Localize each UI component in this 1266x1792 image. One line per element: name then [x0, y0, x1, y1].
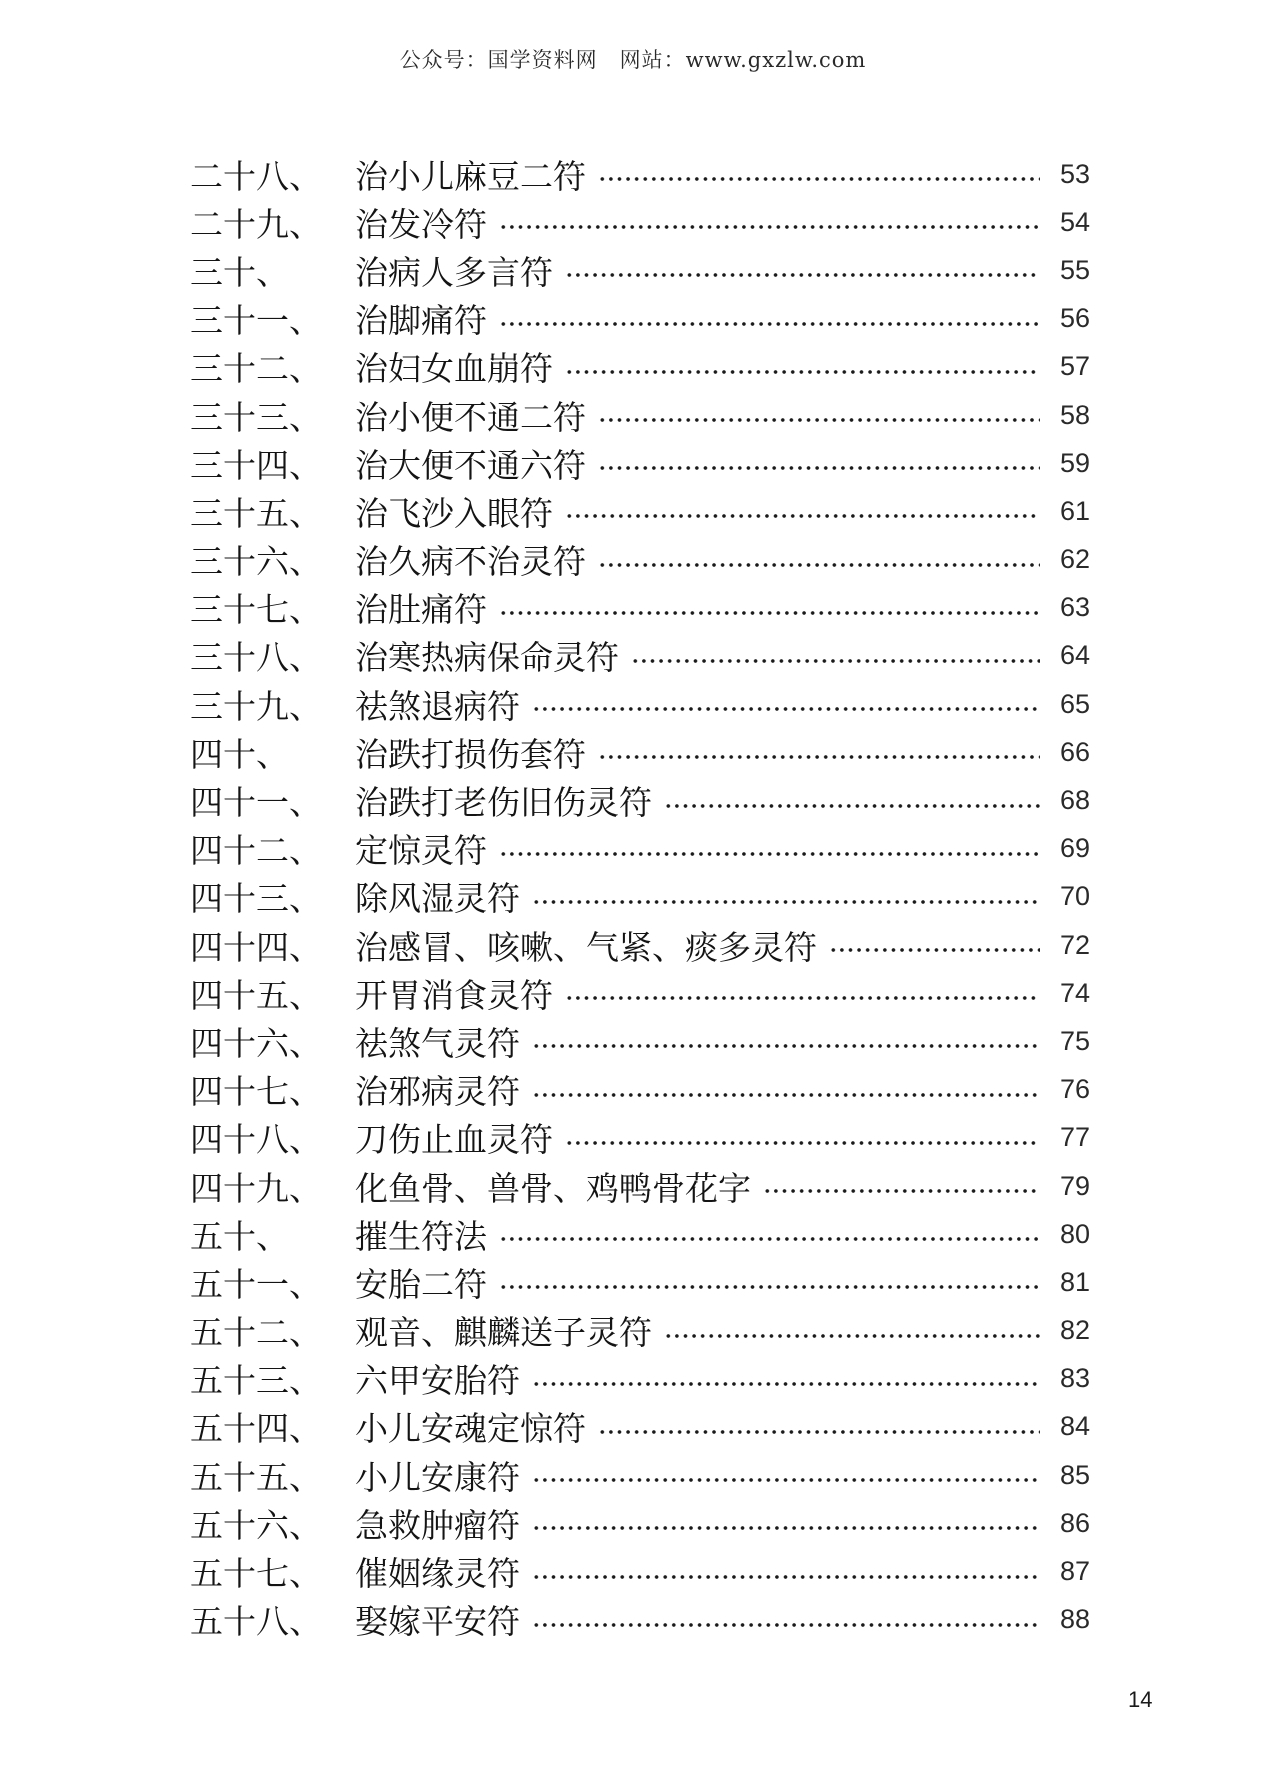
toc-entry-number: 二十九、	[190, 204, 322, 244]
dot-leader	[532, 899, 1040, 905]
toc-entry-number: 三十五、	[190, 493, 322, 533]
toc-entry-page: 63	[1059, 592, 1090, 623]
toc-entry	[190, 1114, 1090, 1162]
toc-entry-number: 三十七、	[190, 590, 322, 630]
page-header: 公众号：国学资料网 网站：www.gxzlw.com	[399, 48, 867, 72]
dot-leader	[565, 1140, 1040, 1146]
toc-entry-title: 祛煞气灵符	[355, 1023, 520, 1063]
toc-entry-number: 四十七、	[190, 1072, 322, 1112]
toc-entry	[190, 1596, 1090, 1644]
toc-entry-title: 治小儿麻豆二符	[355, 156, 586, 196]
toc-entry-title: 治久病不治灵符	[355, 542, 586, 582]
toc-entry-title: 化鱼骨、兽骨、鸡鸭骨花字	[355, 1168, 751, 1208]
toc-entry-page: 66	[1059, 736, 1090, 767]
dot-leader	[532, 1043, 1040, 1049]
toc-entry-number: 四十六、	[190, 1023, 322, 1063]
toc-entry-number: 四十三、	[190, 879, 322, 919]
toc-entry	[190, 873, 1090, 921]
toc-entry-title: 刀伤止血灵符	[355, 1120, 553, 1160]
toc-entry	[190, 776, 1090, 824]
table-of-contents	[190, 150, 1090, 1644]
dot-leader	[664, 803, 1040, 809]
toc-entry	[190, 632, 1090, 680]
toc-entry-number: 三十二、	[190, 349, 322, 389]
toc-entry-title: 治感冒、咳嗽、气紧、痰多灵符	[355, 927, 817, 967]
toc-entry-title: 娶嫁平安符	[355, 1602, 520, 1642]
toc-entry-page: 57	[1059, 351, 1090, 382]
dot-leader	[829, 947, 1040, 953]
dot-leader	[499, 321, 1040, 327]
toc-entry	[190, 1258, 1090, 1306]
toc-entry-number: 二十八、	[190, 156, 322, 196]
toc-entry-number: 三十八、	[190, 638, 322, 678]
toc-entry	[190, 1355, 1090, 1403]
toc-entry-title: 定惊灵符	[355, 831, 487, 871]
dot-leader	[565, 272, 1040, 278]
toc-entry	[190, 391, 1090, 439]
toc-entry-number: 五十一、	[190, 1264, 322, 1304]
toc-entry-title: 小儿安魂定惊符	[355, 1409, 586, 1449]
toc-entry-number: 五十八、	[190, 1602, 322, 1642]
toc-entry	[190, 1547, 1090, 1595]
toc-entry-number: 四十八、	[190, 1120, 322, 1160]
dot-leader	[532, 1092, 1040, 1098]
toc-entry-title: 治小便不通二符	[355, 397, 586, 437]
toc-entry-page: 69	[1059, 833, 1090, 864]
toc-entry-page: 82	[1059, 1315, 1090, 1346]
dot-leader	[598, 176, 1040, 182]
toc-entry-page: 74	[1059, 977, 1090, 1008]
dot-leader	[532, 1622, 1040, 1628]
toc-entry-number: 四十一、	[190, 783, 322, 823]
toc-entry-number: 五十四、	[190, 1409, 322, 1449]
toc-entry	[190, 1451, 1090, 1499]
toc-entry-page: 79	[1059, 1170, 1090, 1201]
dot-leader	[532, 706, 1040, 712]
toc-entry-page: 72	[1059, 929, 1090, 960]
toc-entry-page: 84	[1059, 1411, 1090, 1442]
toc-entry	[190, 1066, 1090, 1114]
toc-entry-number: 五十、	[190, 1216, 289, 1256]
dot-leader	[565, 513, 1040, 519]
toc-entry-number: 四十九、	[190, 1168, 322, 1208]
dot-leader	[631, 658, 1040, 664]
toc-entry	[190, 198, 1090, 246]
toc-entry	[190, 969, 1090, 1017]
toc-entry-title: 治跌打老伤旧伤灵符	[355, 783, 652, 823]
toc-entry-page: 88	[1059, 1604, 1090, 1635]
toc-entry-title: 治肚痛符	[355, 590, 487, 630]
toc-entry-number: 五十七、	[190, 1554, 322, 1594]
toc-entry-title: 除风湿灵符	[355, 879, 520, 919]
toc-entry-title: 摧生符法	[355, 1216, 487, 1256]
toc-entry-page: 87	[1059, 1556, 1090, 1587]
toc-entry-title: 治发冷符	[355, 204, 487, 244]
toc-entry	[190, 246, 1090, 294]
toc-entry-page: 62	[1059, 544, 1090, 575]
dot-leader	[565, 369, 1040, 375]
toc-entry-title: 治妇女血崩符	[355, 349, 553, 389]
toc-entry	[190, 1210, 1090, 1258]
toc-entry-number: 四十、	[190, 734, 289, 774]
toc-entry-page: 55	[1059, 254, 1090, 285]
toc-entry	[190, 1162, 1090, 1210]
toc-entry-page: 53	[1059, 158, 1090, 189]
toc-entry-title: 治飞沙入眼符	[355, 493, 553, 533]
dot-leader	[664, 1333, 1040, 1339]
toc-entry-page: 80	[1059, 1218, 1090, 1249]
dot-leader	[532, 1574, 1040, 1580]
toc-entry-page: 81	[1059, 1266, 1090, 1297]
page-number: 14	[1128, 1687, 1153, 1712]
toc-entry-number: 四十四、	[190, 927, 322, 967]
toc-entry-number: 三十六、	[190, 542, 322, 582]
toc-entry	[190, 1017, 1090, 1065]
toc-entry-title: 治病人多言符	[355, 252, 553, 292]
toc-entry	[190, 1307, 1090, 1355]
dot-leader	[532, 1381, 1040, 1387]
toc-entry-number: 三十一、	[190, 301, 322, 341]
toc-entry	[190, 150, 1090, 198]
toc-entry-page: 76	[1059, 1074, 1090, 1105]
toc-entry	[190, 343, 1090, 391]
toc-entry	[190, 584, 1090, 632]
toc-entry-page: 59	[1059, 447, 1090, 478]
toc-entry-number: 五十五、	[190, 1457, 322, 1497]
toc-entry-title: 开胃消食灵符	[355, 975, 553, 1015]
toc-entry-title: 小儿安康符	[355, 1457, 520, 1497]
toc-entry-title: 六甲安胎符	[355, 1361, 520, 1401]
toc-entry-title: 治脚痛符	[355, 301, 487, 341]
dot-leader	[499, 610, 1040, 616]
dot-leader	[598, 465, 1040, 471]
dot-leader	[532, 1525, 1040, 1531]
toc-entry-page: 75	[1059, 1025, 1090, 1056]
toc-entry-number: 五十三、	[190, 1361, 322, 1401]
dot-leader	[598, 1429, 1040, 1435]
dot-leader	[598, 417, 1040, 423]
toc-entry-title: 安胎二符	[355, 1264, 487, 1304]
toc-entry-number: 三十、	[190, 252, 289, 292]
toc-entry	[190, 1403, 1090, 1451]
toc-entry-page: 77	[1059, 1122, 1090, 1153]
dot-leader	[598, 562, 1040, 568]
toc-entry-page: 61	[1059, 495, 1090, 526]
toc-entry-number: 四十五、	[190, 975, 322, 1015]
dot-leader	[499, 1284, 1040, 1290]
toc-entry	[190, 1499, 1090, 1547]
toc-entry-page: 86	[1059, 1507, 1090, 1538]
toc-entry-number: 五十六、	[190, 1505, 322, 1545]
toc-entry	[190, 487, 1090, 535]
toc-entry-title: 治寒热病保命灵符	[355, 638, 619, 678]
toc-entry-number: 四十二、	[190, 831, 322, 871]
toc-entry-number: 三十四、	[190, 445, 322, 485]
toc-entry-page: 85	[1059, 1459, 1090, 1490]
toc-entry-number: 三十三、	[190, 397, 322, 437]
toc-entry-title: 祛煞退病符	[355, 686, 520, 726]
dot-leader	[499, 1236, 1040, 1242]
toc-entry-page: 58	[1059, 399, 1090, 430]
dot-leader	[598, 754, 1040, 760]
toc-entry-page: 65	[1059, 688, 1090, 719]
dot-leader	[499, 851, 1040, 857]
dot-leader	[499, 224, 1040, 230]
toc-entry-title: 治大便不通六符	[355, 445, 586, 485]
toc-entry-title: 治跌打损伤套符	[355, 734, 586, 774]
dot-leader	[763, 1188, 1040, 1194]
toc-entry	[190, 536, 1090, 584]
toc-entry	[190, 825, 1090, 873]
toc-entry-title: 治邪病灵符	[355, 1072, 520, 1112]
toc-entry-title: 急救肿瘤符	[355, 1505, 520, 1545]
toc-entry-page: 70	[1059, 881, 1090, 912]
toc-entry	[190, 295, 1090, 343]
dot-leader	[532, 1477, 1040, 1483]
toc-entry	[190, 439, 1090, 487]
toc-entry	[190, 921, 1090, 969]
toc-entry-number: 五十二、	[190, 1313, 322, 1353]
dot-leader	[565, 995, 1040, 1001]
toc-entry	[190, 728, 1090, 776]
toc-entry-title: 催姻缘灵符	[355, 1554, 520, 1594]
toc-entry-page: 83	[1059, 1363, 1090, 1394]
toc-entry-page: 68	[1059, 785, 1090, 816]
toc-entry-page: 54	[1059, 206, 1090, 237]
toc-entry-page: 64	[1059, 640, 1090, 671]
toc-entry-title: 观音、麒麟送子灵符	[355, 1313, 652, 1353]
toc-entry-page: 56	[1059, 303, 1090, 334]
toc-entry	[190, 680, 1090, 728]
toc-entry-number: 三十九、	[190, 686, 322, 726]
